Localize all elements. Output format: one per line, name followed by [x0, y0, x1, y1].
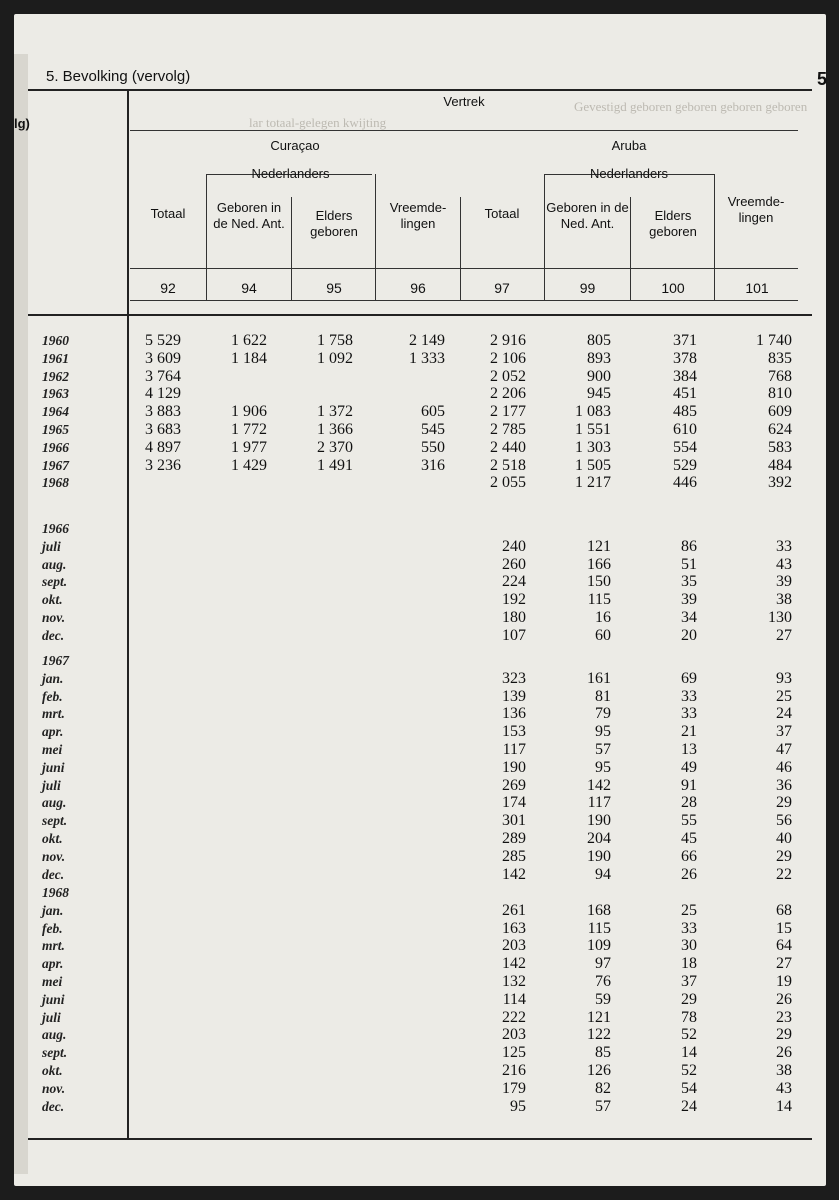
table-cell: 446 [673, 474, 697, 492]
table-cell: 57 [595, 741, 611, 758]
table-cell: 79 [595, 705, 611, 723]
header-rule [130, 268, 798, 269]
table-cell: 122 [587, 1026, 611, 1044]
row-label: 1960 [42, 333, 69, 348]
row-label: aug. [42, 1027, 67, 1043]
header-geboren-aruba: Geboren in de Ned. Ant. [546, 200, 629, 231]
table-cell: 81 [595, 687, 611, 705]
table-cell: 14 [681, 1044, 697, 1062]
table-cell: 14 [776, 1097, 792, 1115]
table-cell: 114 [502, 990, 526, 1008]
table-cell: 107 [502, 626, 526, 644]
row-label: 1966 [42, 439, 69, 455]
row-label: 1965 [42, 422, 69, 437]
table-cell: 130 [768, 609, 792, 626]
row-label: jan. [42, 670, 64, 686]
table-cell: 29 [776, 794, 792, 812]
table-cell: 1 622 [231, 332, 267, 349]
column-rule [291, 197, 292, 300]
section-title: 5. Bevolking (vervolg) [46, 68, 191, 85]
row-label: feb. [42, 920, 63, 936]
table-cell: 94 [595, 865, 611, 883]
table-cell: 4 129 [145, 385, 181, 403]
table-cell: 2 785 [490, 421, 526, 438]
table-cell: 1 491 [317, 456, 353, 474]
table-cell: 85 [595, 1044, 611, 1062]
table-cell: 26 [681, 865, 697, 883]
column-rule [714, 174, 715, 300]
table-cell: 95 [595, 758, 611, 776]
table-cell: 378 [673, 349, 697, 367]
row-label: mei [42, 974, 63, 989]
table-cell: 47 [776, 741, 792, 758]
table-cell: 805 [587, 332, 611, 349]
row-label: 1967 [42, 653, 69, 668]
row-label: feb. [42, 688, 63, 704]
table-cell: 893 [587, 349, 611, 367]
table-cell: 52 [681, 1062, 697, 1079]
table-cell: 64 [776, 937, 792, 955]
table-cell: 33 [776, 537, 792, 555]
table-cell: 125 [502, 1044, 526, 1062]
table-cell: 2 440 [490, 438, 526, 456]
table-cell: 93 [776, 669, 792, 687]
row-label: 1961 [42, 350, 69, 366]
table-cell: 2 055 [490, 474, 526, 492]
table-cell: 37 [776, 723, 792, 741]
table-cell: 27 [776, 955, 792, 973]
row-label: sept. [42, 813, 68, 829]
row-label: juli [42, 1009, 61, 1025]
row-label: okt. [42, 592, 63, 608]
table-cell: 550 [421, 438, 445, 456]
row-label: sept. [42, 1045, 68, 1061]
table-cell: 222 [502, 1008, 526, 1026]
table-cell: 2 206 [490, 385, 526, 403]
table-cell: 27 [776, 626, 792, 644]
table-cell: 180 [502, 609, 526, 626]
table-cell: 1 366 [317, 421, 353, 438]
table-cell: 371 [673, 332, 697, 349]
table-cell: 55 [681, 812, 697, 830]
table-cell: 2 177 [490, 403, 526, 421]
table-cell: 240 [502, 537, 526, 555]
column-rule [630, 197, 631, 300]
column-number: 92 [160, 280, 176, 296]
row-label: jan. [42, 902, 64, 918]
table-cell: 57 [595, 1097, 611, 1115]
document-page [14, 14, 826, 1186]
table-cell: 945 [587, 385, 611, 403]
table-top-rule [28, 89, 812, 91]
table-cell: 82 [595, 1079, 611, 1097]
row-label: juli [42, 538, 61, 554]
table-cell: 301 [502, 812, 526, 830]
header-elders-curacao: Elders geboren [310, 208, 358, 239]
table-cell: 545 [421, 421, 445, 438]
header-rule [130, 300, 798, 301]
table-cell: 24 [681, 1097, 697, 1115]
page-number: 5 [817, 69, 828, 89]
column-number: 94 [241, 280, 257, 296]
table-cell: 168 [587, 901, 611, 919]
row-label: 1968 [42, 885, 69, 900]
binding-gutter [14, 54, 28, 1174]
table-cell: 39 [776, 573, 792, 591]
table-cell: 51 [681, 555, 697, 573]
table-cell: 121 [587, 537, 611, 555]
table-cell: 204 [587, 830, 611, 847]
column-rule [375, 174, 376, 300]
header-totaal-curacao: Totaal [150, 206, 186, 221]
table-cell: 2 052 [490, 367, 526, 385]
table-cell: 78 [681, 1008, 697, 1026]
table-cell: 174 [502, 794, 526, 812]
row-label: 1966 [42, 521, 69, 536]
header-totaal-aruba: Totaal [484, 206, 520, 221]
table-cell: 1 977 [231, 438, 267, 456]
table-cell: 40 [776, 830, 792, 847]
table-cell: 15 [776, 919, 792, 937]
table-cell: 1 083 [575, 403, 611, 421]
row-label: 1962 [42, 368, 69, 384]
row-label: sept. [42, 574, 68, 590]
header-aruba: Aruba [611, 138, 647, 153]
table-cell: 3 609 [145, 349, 181, 367]
table-cell: 2 106 [490, 349, 526, 367]
row-label: dec. [42, 627, 65, 643]
table-cell: 166 [587, 555, 611, 573]
row-label: juni [42, 759, 65, 775]
table-cell: 216 [502, 1062, 526, 1079]
row-label: mrt. [42, 938, 65, 954]
row-label: nov. [42, 848, 66, 864]
table-cell: 117 [587, 794, 611, 812]
row-label: aug. [42, 556, 67, 572]
table-cell: 2 370 [317, 438, 353, 456]
table-cell: 52 [681, 1026, 697, 1044]
table-cell: 190 [502, 758, 526, 776]
table-cell: 54 [681, 1079, 697, 1097]
table-cell: 163 [502, 919, 526, 937]
row-label: 1964 [42, 404, 69, 420]
row-label: okt. [42, 831, 63, 846]
table-bottom-rule [28, 1138, 812, 1140]
table-cell: 1 505 [575, 456, 611, 474]
table-cell: 25 [776, 687, 792, 705]
table-cell: 261 [502, 901, 526, 919]
header-vertrek: Vertrek [443, 94, 485, 109]
table-cell: 554 [673, 438, 697, 456]
table-cell: 59 [595, 990, 611, 1008]
table-cell: 384 [673, 367, 697, 385]
table-cell: 91 [681, 776, 697, 794]
table-cell: 60 [595, 626, 611, 644]
row-label: 1967 [42, 457, 69, 473]
row-label: mei [42, 742, 63, 757]
table-cell: 810 [768, 385, 792, 403]
table-cell: 69 [681, 669, 697, 687]
table-cell: 1 184 [231, 349, 267, 367]
table-cell: 1 372 [317, 403, 353, 421]
table-cell: 95 [510, 1097, 526, 1115]
row-label: juni [42, 991, 65, 1007]
table-cell: 43 [776, 555, 792, 573]
table-cell: 45 [681, 830, 697, 847]
column-number: 96 [410, 280, 426, 296]
table-cell: 2 518 [490, 456, 526, 474]
table-cell: 115 [587, 919, 611, 937]
header-vreemdelingen-curacao: Vreemde- lingen [389, 200, 447, 231]
table-cell: 3 683 [145, 421, 181, 438]
table-cell: 35 [681, 573, 697, 591]
table-cell: 1 092 [317, 349, 353, 367]
table-cell: 18 [681, 955, 697, 973]
table-cell: 323 [502, 669, 526, 687]
header-nederlanders-aruba: Nederlanders [589, 166, 669, 181]
table-cell: 132 [502, 973, 526, 990]
table-cell: 76 [595, 973, 611, 990]
table-cell: 224 [502, 573, 526, 591]
row-label: apr. [42, 956, 64, 972]
header-geboren-curacao: Geboren in de Ned. Ant. [213, 200, 285, 231]
column-number: 97 [494, 280, 510, 296]
table-cell: 36 [776, 776, 792, 794]
table-cell: 39 [681, 591, 697, 609]
header-elders-aruba: Elders geboren [649, 208, 697, 239]
table-cell: 142 [502, 955, 526, 973]
table-cell: 835 [768, 349, 792, 367]
column-rule [206, 174, 207, 300]
table-cell: 25 [681, 901, 697, 919]
table-cell: 1 758 [317, 332, 353, 349]
table-cell: 484 [768, 456, 792, 474]
table-cell: 43 [776, 1079, 792, 1097]
table-cell: 609 [768, 403, 792, 421]
table-cell: 56 [776, 812, 792, 830]
table-cell: 2 916 [490, 332, 526, 349]
header-rule [130, 130, 798, 131]
table-cell: 5 529 [145, 332, 181, 349]
row-label: 1963 [42, 386, 69, 402]
table-cell: 190 [587, 847, 611, 865]
table-cell: 19 [776, 973, 792, 990]
row-label: nov. [42, 1080, 66, 1096]
table-cell: 161 [587, 669, 611, 687]
table-cell: 142 [502, 865, 526, 883]
table-cell: 190 [587, 812, 611, 830]
table-cell: 33 [681, 919, 697, 937]
row-label: nov. [42, 610, 66, 625]
table-cell: 46 [776, 758, 792, 776]
table-cell: 153 [502, 723, 526, 741]
table-cell: 3 883 [145, 403, 181, 421]
table-cell: 49 [681, 758, 697, 776]
table-cell: 203 [502, 1026, 526, 1044]
table-cell: 583 [768, 438, 792, 456]
bleed-through-text: lar totaal-gelegen kwijting [249, 115, 387, 130]
row-label: apr. [42, 724, 64, 740]
row-label: dec. [42, 1098, 65, 1114]
table-cell: 26 [776, 990, 792, 1008]
table-cell: 86 [681, 537, 697, 555]
table-cell: 117 [502, 741, 526, 758]
table-cell: 1 217 [575, 474, 611, 492]
column-number: 100 [661, 280, 685, 296]
table-cell: 1 429 [231, 456, 267, 474]
table-cell: 605 [421, 403, 445, 421]
table-cell: 203 [502, 937, 526, 955]
table-cell: 1 303 [575, 438, 611, 456]
table-cell: 95 [595, 723, 611, 741]
table-cell: 23 [776, 1008, 792, 1026]
table-cell: 68 [776, 901, 792, 919]
table-cell: 22 [776, 865, 792, 883]
table-cell: 33 [681, 705, 697, 723]
table-cell: 139 [502, 687, 526, 705]
table-cell: 289 [502, 830, 526, 847]
table-cell: 529 [673, 456, 697, 474]
header-bottom-rule [28, 314, 812, 316]
table-cell: 20 [681, 626, 697, 644]
table-cell: 29 [681, 990, 697, 1008]
table-cell: 1 333 [409, 349, 445, 367]
table-cell: 97 [595, 955, 611, 973]
table-cell: 624 [768, 421, 792, 438]
row-label: juli [42, 777, 61, 793]
table-cell: 29 [776, 847, 792, 865]
table-cell: 260 [502, 555, 526, 573]
row-label: dec. [42, 866, 65, 882]
table-cell: 136 [502, 705, 526, 723]
header-nederlanders-curacao: Nederlanders [251, 166, 330, 181]
row-label: 1968 [42, 475, 69, 491]
header-vreemdelingen-aruba: Vreemde- lingen [727, 194, 785, 225]
table-cell: 768 [768, 367, 792, 385]
table-cell: 142 [587, 776, 611, 794]
table-cell: 13 [681, 741, 697, 758]
table-cell: 150 [587, 573, 611, 591]
table-cell: 26 [776, 1044, 792, 1062]
table-cell: 109 [587, 937, 611, 955]
table-cell: 21 [681, 723, 697, 741]
table-cell: 4 897 [145, 438, 181, 456]
table-cell: 451 [673, 385, 697, 403]
table-cell: 34 [681, 609, 697, 626]
table-cell: 3 236 [145, 456, 181, 474]
table-cell: 179 [502, 1079, 526, 1097]
table-cell: 485 [673, 403, 697, 421]
table-cell: 33 [681, 687, 697, 705]
table-cell: 1 772 [231, 421, 267, 438]
row-label: okt. [42, 1063, 63, 1078]
table-cell: 392 [768, 474, 792, 492]
column-number: 95 [326, 280, 342, 296]
table-cell: 269 [502, 776, 526, 794]
table-cell: 38 [776, 1062, 792, 1079]
table-cell: 192 [502, 591, 526, 609]
table-cell: 66 [681, 847, 697, 865]
row-label: aug. [42, 795, 67, 811]
table-cell: 126 [587, 1062, 611, 1079]
table-cell: 316 [421, 456, 445, 474]
table-cell: 3 764 [145, 367, 181, 385]
table-cell: 29 [776, 1026, 792, 1044]
column-number: 99 [579, 280, 596, 296]
table-cell: 37 [681, 973, 697, 990]
column-rule [544, 174, 545, 300]
table-cell: 38 [776, 591, 792, 609]
table-cell: 1 740 [756, 332, 792, 349]
row-label: mrt. [42, 706, 65, 722]
gutter-label: lg) [14, 116, 30, 131]
table-cell: 121 [587, 1008, 611, 1026]
table-cell: 115 [587, 591, 611, 609]
table-cell: 24 [776, 705, 792, 723]
table-cell: 610 [673, 421, 697, 438]
column-number: 101 [745, 280, 769, 296]
table-cell: 2 149 [409, 332, 445, 349]
table-cell: 285 [502, 847, 526, 865]
table-cell: 1 906 [231, 403, 267, 421]
table-cell: 900 [587, 367, 611, 385]
bleed-through-text: Gevestigd geboren geboren geboren geboren [574, 99, 808, 114]
table-cell: 30 [681, 937, 697, 955]
header-curacao: Curaçao [270, 138, 320, 153]
table-cell: 16 [595, 609, 611, 626]
table-cell: 1 551 [575, 421, 611, 438]
table-cell: 28 [681, 794, 697, 812]
